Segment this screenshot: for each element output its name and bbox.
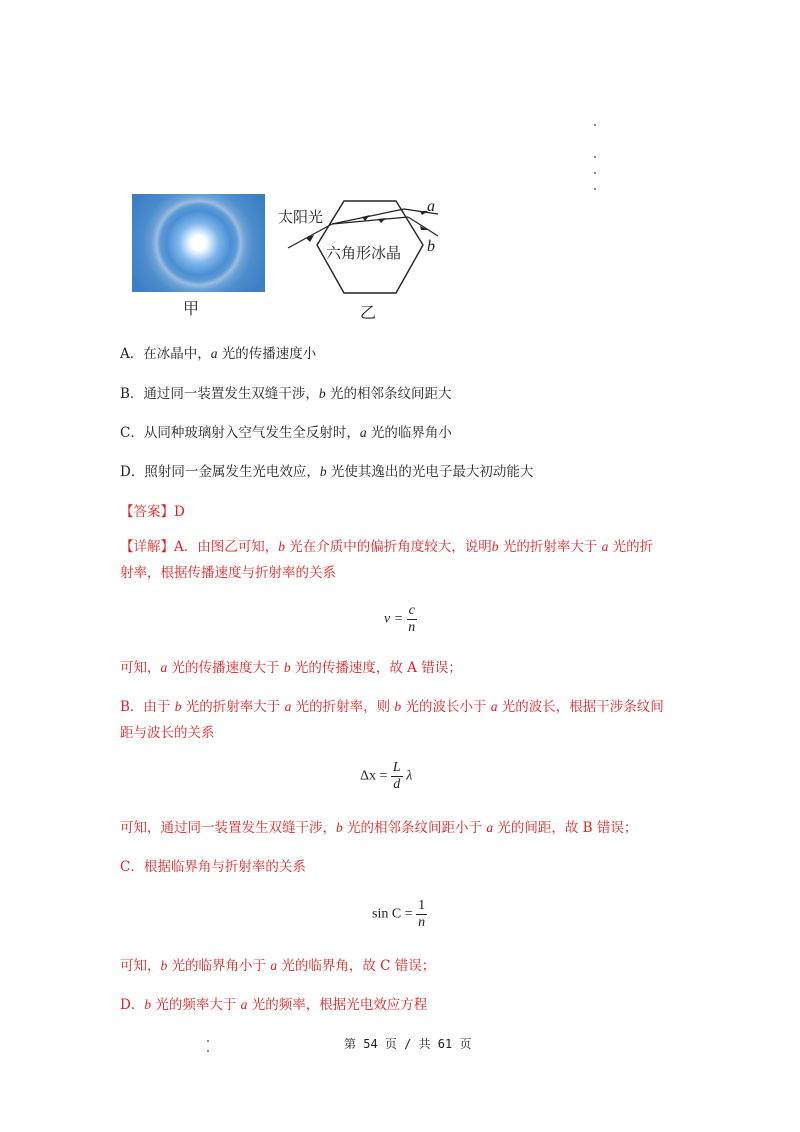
ray-b-label: b xyxy=(427,238,435,255)
margin-dot xyxy=(207,1040,209,1042)
formula-critical-angle: sin C = $\frac{1}{n}$ xyxy=(372,898,426,930)
explanation-b-line2: 距与波长的关系 xyxy=(120,725,215,741)
page-number: 第 54 页 / 共 61 页 xyxy=(344,1037,472,1051)
ray-a-label: a xyxy=(427,198,435,215)
option-d: D．照射同一金属发生光电效应，b 光使其逸出的光电子最大初动能大 xyxy=(120,464,534,480)
margin-dot xyxy=(594,124,596,126)
explanation-d-line1: D．b 光的频率大于 a 光的频率，根据光电效应方程 xyxy=(120,997,428,1013)
explanation-a-conclusion: 可知，a 光的传播速度大于 b 光的传播速度，故 A 错误； xyxy=(120,660,462,676)
diagram-caption: 乙 xyxy=(360,303,377,322)
explanation-a-line1: 【详解】A．由图乙可知，b 光在介质中的偏折角度较大，说明b 光的折射率大于 a 光的折 xyxy=(120,539,654,555)
option-b: B．通过同一装置发生双缝干涉，b 光的相邻条纹间距大 xyxy=(120,386,452,402)
margin-dot xyxy=(594,188,596,190)
halo-photo xyxy=(132,194,265,292)
explanation-b-line1: B．由于 b 光的折射率大于 a 光的折射率，则 b 光的波长小于 a 光的波长，根据干涉条纹间 xyxy=(120,699,664,715)
explanation-b-conclusion: 可知，通过同一装置发生双缝干涉，b 光的相邻条纹间距小于 a 光的间距，故 B 错误； xyxy=(120,820,638,836)
formula-velocity: v = $\frac{c}{n}$ xyxy=(384,603,416,635)
sunlight-label: 太阳光 xyxy=(278,208,324,226)
explanation-c-conclusion: 可知，b 光的临界角小于 a 光的临界角，故 C 错误； xyxy=(120,958,436,974)
explanation-c-line1: C．根据临界角与折射率的关系 xyxy=(120,859,306,875)
margin-dot xyxy=(594,156,596,158)
photo-caption: 甲 xyxy=(183,299,200,318)
explanation-a-line2: 射率，根据传播速度与折射率的关系 xyxy=(120,565,336,581)
margin-dot xyxy=(594,172,596,174)
option-c: C．从同种玻璃射入空气发生全反射时，a 光的临界角小 xyxy=(120,425,452,441)
option-a: A．在冰晶中，a 光的传播速度小 xyxy=(120,346,317,362)
crystal-label: 六角形冰晶 xyxy=(326,244,402,262)
formula-fringe-spacing: Δx = $\frac{L}{d}$ λ xyxy=(360,760,413,792)
margin-dot xyxy=(207,1050,209,1052)
answer-line: 【答案】D xyxy=(120,504,185,520)
